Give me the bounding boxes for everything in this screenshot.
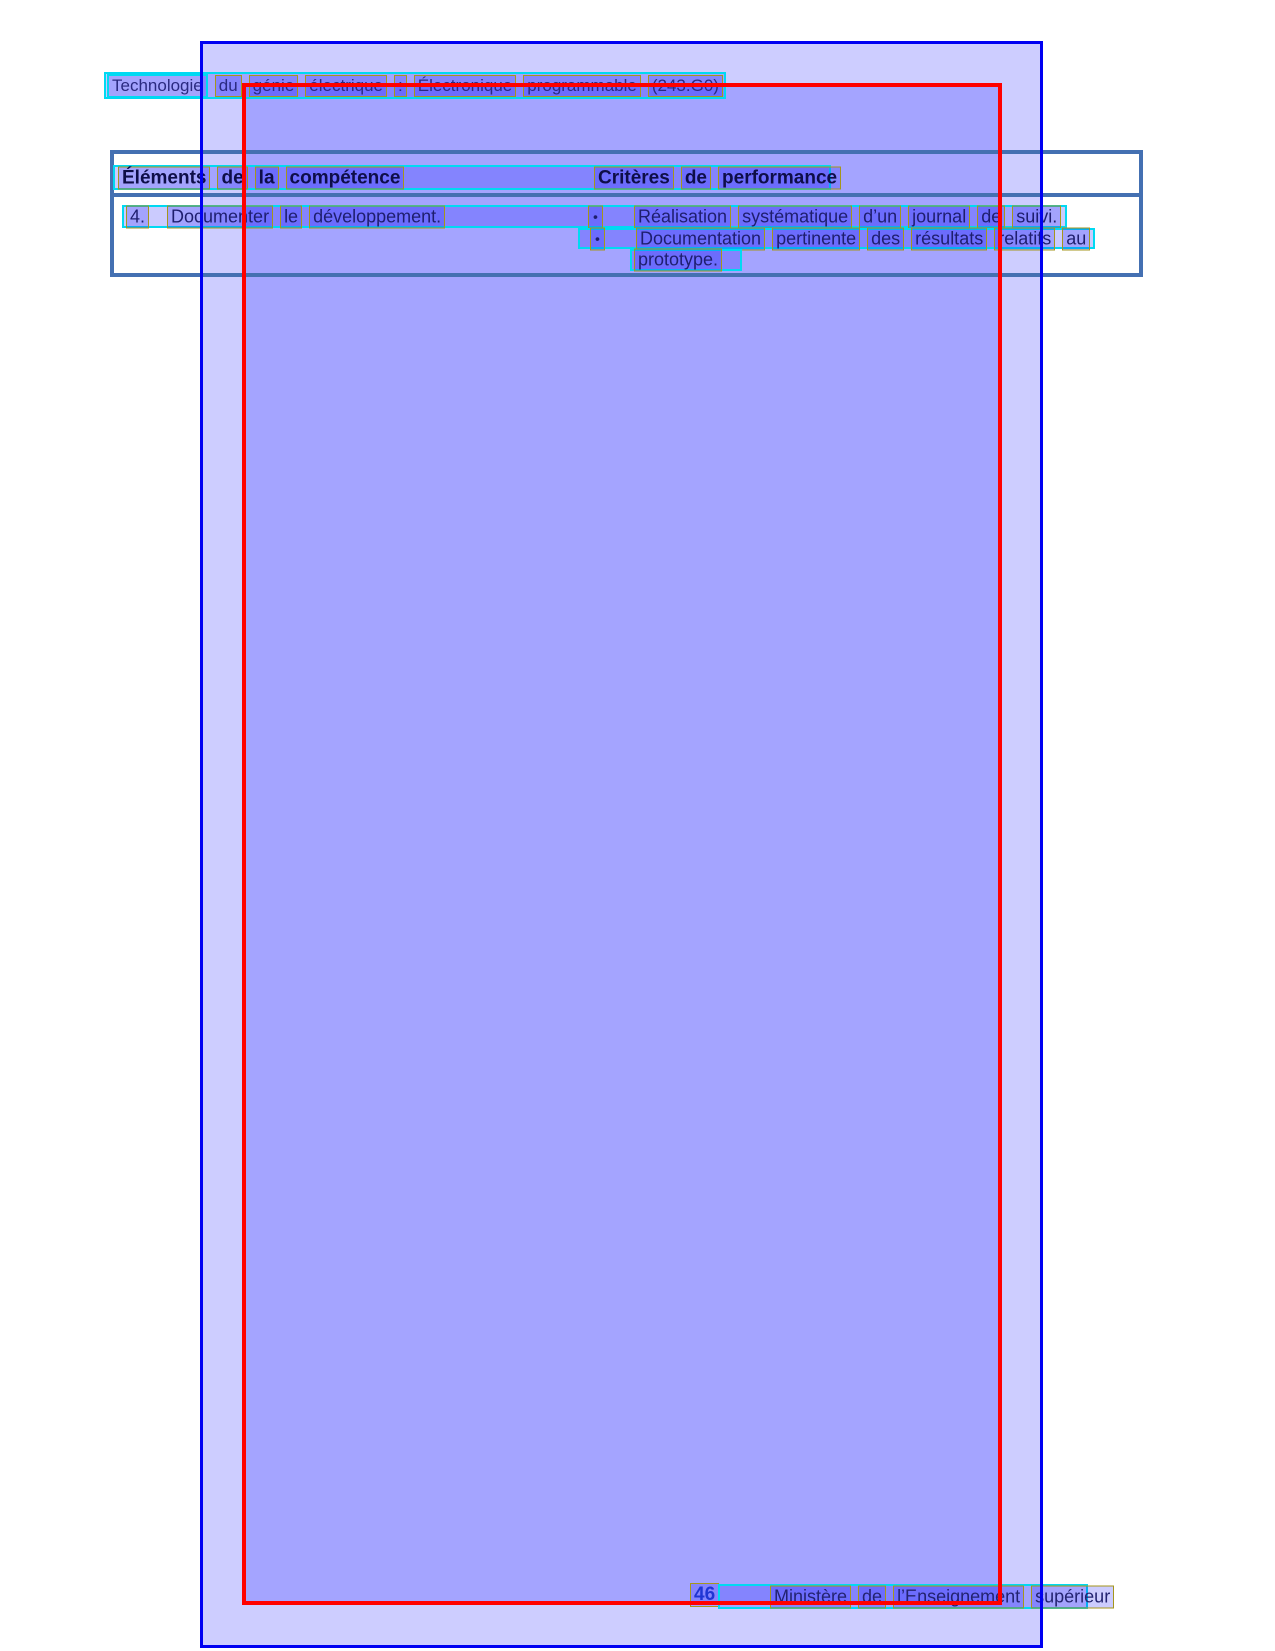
word-highlight: au [1062, 227, 1090, 250]
bullet-icon: • [590, 227, 605, 250]
inner-annotation-fill [242, 83, 1002, 1605]
table-row-line-1 [122, 205, 1067, 228]
table-header-row [113, 165, 838, 190]
bullet-1 [588, 205, 603, 228]
word-highlight: résultats [911, 227, 987, 250]
word-highlight: prototype. [634, 249, 722, 272]
word-highlight: Électronique [414, 75, 517, 97]
word-highlight: du [215, 75, 242, 97]
page-number: 46 [690, 1583, 719, 1607]
outer-annotation-fill [200, 41, 1043, 1648]
table-row-line-3 [630, 249, 742, 271]
word-highlight: programmable [523, 75, 641, 97]
word-highlight: Documentation [636, 227, 765, 250]
word-highlight: de [681, 166, 711, 189]
outer-annotation-box [200, 41, 1043, 1648]
word-highlight: systématique [738, 205, 852, 228]
word-highlight: le [280, 205, 302, 228]
table-row-line-2 [578, 228, 1095, 249]
row-element-cell [126, 205, 445, 228]
inner-annotation-box [242, 83, 1002, 1605]
word-highlight: Réalisation [634, 205, 731, 228]
word-highlight: l’Enseignement [893, 1585, 1024, 1608]
criteria-line-3 [634, 249, 722, 272]
word-highlight: performance [718, 166, 841, 189]
column-header-criteres [594, 166, 841, 189]
word-highlight: la [255, 166, 279, 189]
word-highlight: électrique [305, 75, 387, 97]
word-highlight: Ministère [770, 1585, 851, 1608]
bullet-2 [590, 227, 605, 250]
word-highlight: Documenter [167, 205, 273, 228]
word-highlight: (243.G0) [648, 75, 723, 97]
bullet-icon: • [588, 205, 603, 228]
word-highlight: supérieur [1031, 1585, 1114, 1608]
word-highlight: des [867, 227, 904, 250]
ministry-words [770, 1585, 1114, 1608]
column-header-elements [118, 166, 404, 189]
word-highlight: génie [249, 75, 299, 97]
criteria-line-2 [636, 227, 1090, 250]
row-element-words [167, 205, 445, 228]
page-header-line [104, 72, 726, 99]
word-highlight: pertinente [772, 227, 860, 250]
word-highlight: : [394, 75, 407, 97]
word-highlight: de [858, 1585, 886, 1608]
word-highlight: développement. [309, 205, 445, 228]
row-number: 4. [126, 205, 149, 228]
footer-ministry-line [718, 1584, 1111, 1609]
word-highlight: d’un [859, 205, 901, 228]
word-highlight: Éléments [118, 166, 210, 189]
word-highlight: Critères [594, 166, 674, 189]
table-header-divider [114, 193, 1139, 197]
word-highlight: suivi. [1012, 205, 1061, 228]
word-highlight: journal [908, 205, 970, 228]
word-highlight: compétence [286, 166, 405, 189]
word-highlight: de [977, 205, 1005, 228]
word-highlight: Technologie [107, 74, 208, 98]
criteria-line-1 [634, 205, 1061, 228]
word-highlight: relatifs [994, 227, 1055, 250]
word-highlight: de [217, 166, 247, 189]
